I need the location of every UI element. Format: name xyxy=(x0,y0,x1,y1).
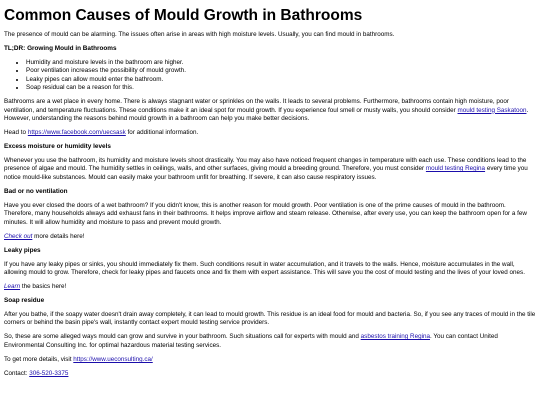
learn-paragraph xyxy=(4,283,536,291)
tldr-item: • Leaky pipes can allow mould enter the bathroom. xyxy=(26,76,536,84)
more-details-paragraph xyxy=(4,356,536,364)
moisture-paragraph xyxy=(4,157,536,182)
paragraph-text: . You can contact United Environmental Consulting Inc. for optimal hazardous material testing services. xyxy=(4,333,498,349)
tldr-list xyxy=(4,59,536,93)
check-out-link[interactable]: Check out xyxy=(4,232,33,240)
paragraph-text: Bathrooms are a wet place in every home. There is always stagnant water or sprinkles on the walls. It leads to several problems. Furthermore, bathrooms contain high moisture, poor ventilation, and temperature fluctuations. These conditions make it an ideal spot for mould growth. If you experience foul smell or musty walls, you should consider xyxy=(4,98,509,114)
phone-link[interactable]: 306-520-3375 xyxy=(29,369,69,377)
soap-residue-heading: Soap residue xyxy=(4,297,45,305)
paragraph-text: Whenever you use the bathroom, its humidity and moisture levels shoot drastically. You may also have noticed frequent changes in temperature with each use. These conditions lead to the presence of algae and mould. The humidity settles in ceilings, walls, and other surfaces, giving mould a breeding ground. Therefore, you must consider xyxy=(4,157,527,173)
tldr-item: • Soap residual can be a reason for this. xyxy=(26,84,536,92)
tldr-item: • Poor ventilation increases the possibility of mould growth. xyxy=(26,67,536,75)
paragraph-text: To get more details, visit xyxy=(4,355,74,363)
tldr-heading: TL;DR: Growing Mould in Bathrooms xyxy=(4,45,117,52)
paragraph-text: for additional information. xyxy=(125,129,199,137)
leaky-pipes-heading: Leaky pipes xyxy=(4,246,41,254)
paragraph-text: more details here! xyxy=(32,232,85,240)
leaky-pipes-paragraph: If you have any leaky pipes or sinks, you should immediately fix them. Such conditions result in water accumulation, and it travels to the walls. Hence, moisture accumulates in the wall, allowing mould to grow. Therefore, check for leaky pipes and faucets once and fix them with expert assistance. This will save you the cost of mould testing and the lives of your loved ones. xyxy=(4,260,525,277)
paragraph-text: Contact: xyxy=(4,369,30,377)
ventilation-heading: Bad or no ventilation xyxy=(4,187,68,195)
facebook-link[interactable]: https://www.facebook.com/uecsask xyxy=(27,129,126,137)
paragraph-text: . However, understanding the reasons behind mould growth in a bathroom can help you make better decisions. xyxy=(4,106,529,123)
check-out-paragraph xyxy=(4,233,536,241)
asbestos-training-regina-link[interactable]: asbestos training Regina xyxy=(360,333,430,341)
ueconsulting-link[interactable]: https://www.ueconsulting.ca/ xyxy=(73,355,153,363)
paragraph-text: every time you notice mould-like substances. Mould can easily make your bathroom unfit for breathing. If severe, it can also cause respiratory issues. xyxy=(4,165,528,181)
mould-testing-regina-link[interactable]: mould testing Regina xyxy=(425,165,486,173)
learn-link[interactable]: Learn xyxy=(4,283,21,291)
paragraph-text: the basics here! xyxy=(20,283,67,291)
ventilation-paragraph: Have you ever closed the doors of a wet bathroom? If you didn't know, this is another reason for mould growth. Poor ventilation is one of the prime causes of mould in the bathroom. Therefore, many households always add exhaust fans in their bathrooms. It helps improve airflow and steam release. Otherwise, after every use, you can keep the bathroom open for a few minutes. It will allow humidity and moisture to pass and prevent mould growth. xyxy=(4,201,527,226)
moisture-heading: Excess moisture or humidity levels xyxy=(4,143,111,151)
head-to-paragraph xyxy=(4,129,536,137)
soap-residue-paragraph: After you bathe, if the soapy water doesn't drain away completely, it can lead to mould growth. This residue is an ideal food for mould and bacteria. So, if you see any traces of mould in the tile corners or behind the basin pipe's wall, instantly contact expert mould testing service providers. xyxy=(4,311,536,327)
tldr-item: • Humidity and moisture levels in the bathroom are higher. xyxy=(26,59,536,67)
conclusion-paragraph xyxy=(4,333,536,350)
intro-paragraph: The presence of mould can be alarming. The issues often arise in areas with high moisture levels. Usually, you can find mould in bathrooms. xyxy=(4,31,395,38)
bathroom-paragraph xyxy=(4,98,536,123)
contact-paragraph xyxy=(4,370,536,378)
page-title: Common Causes of Mould Growth in Bathrooms xyxy=(4,7,363,24)
paragraph-text: So, these are some alleged ways mould can grow and survive in your bathroom. Such situations call for experts with mould and xyxy=(4,333,361,341)
paragraph-text: Head to xyxy=(4,129,28,137)
mould-testing-saskatoon-link[interactable]: mould testing Saskatoon xyxy=(457,106,527,114)
